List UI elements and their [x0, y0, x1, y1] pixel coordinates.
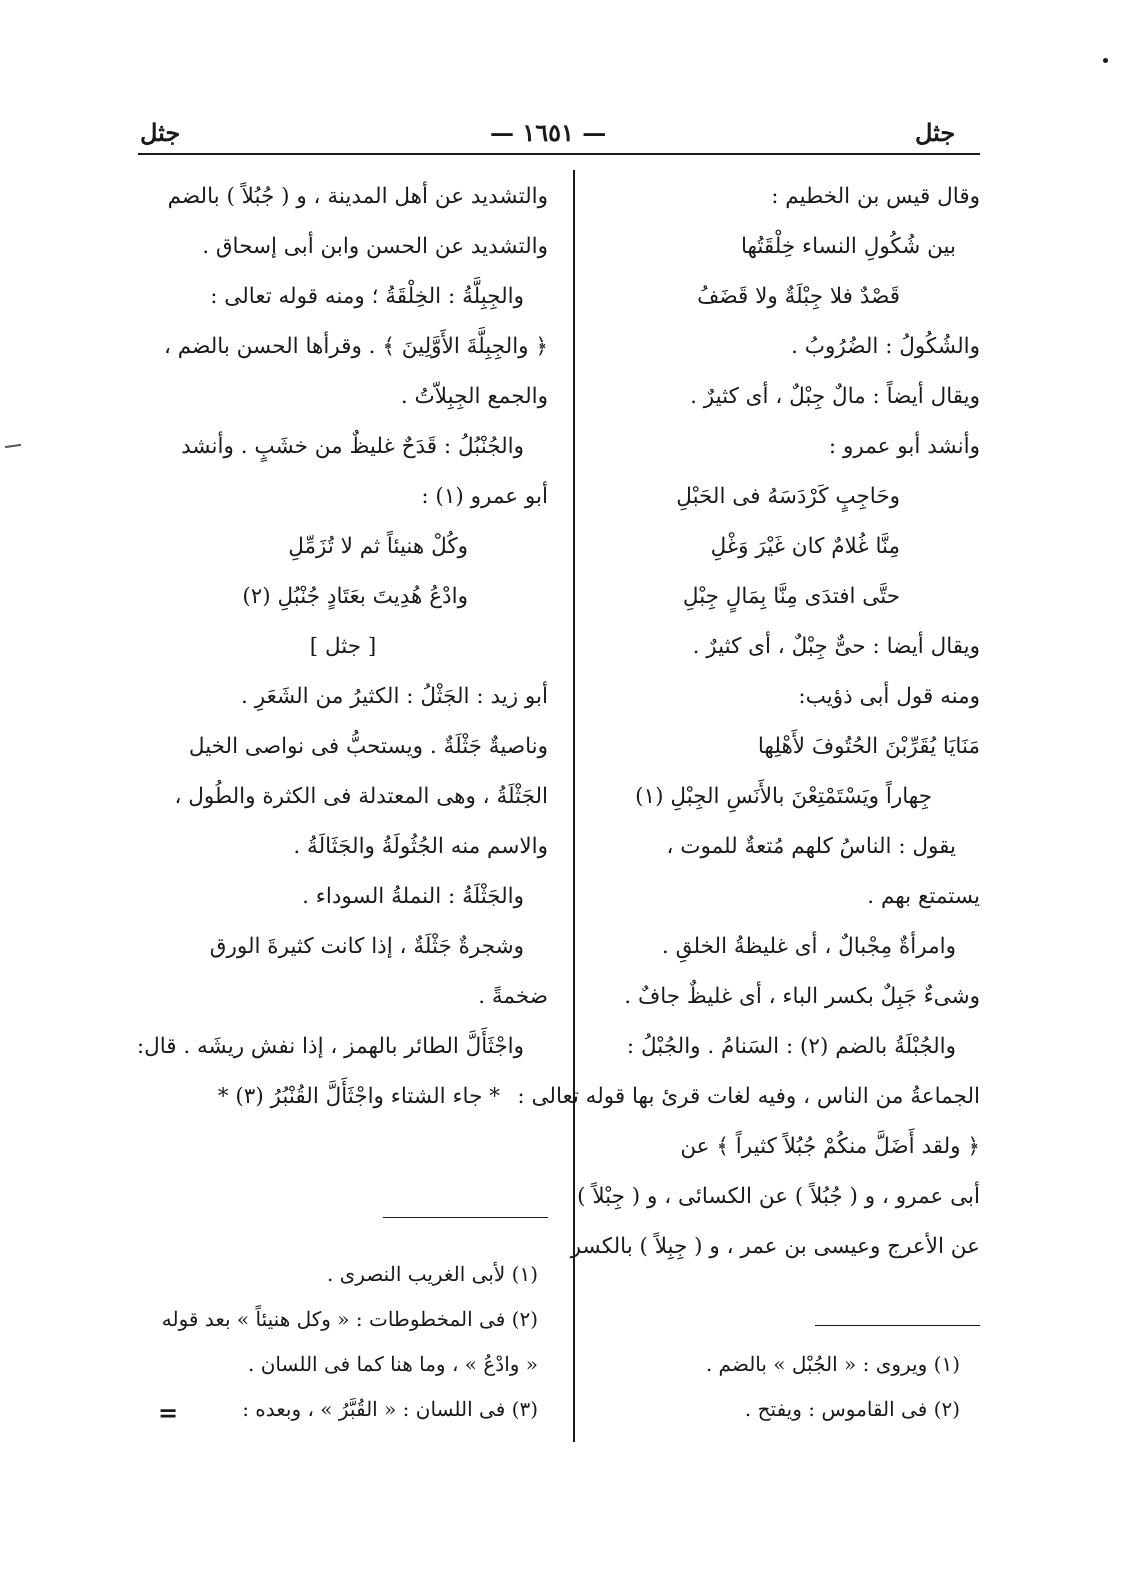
text-line: والاسم منه الجُثُولَةُ والجَثَالَةُ .	[293, 834, 548, 859]
footnote: (١) ويروى : « الجُبْل » بالضم .	[705, 1352, 960, 1376]
text-line: وشىءٌ جَبِلٌ بكسر الباء ، أى غليظٌ جافٌ .	[624, 984, 980, 1009]
text-line: يستمتع بهم .	[867, 884, 980, 909]
text-line: والجَثْلَةُ : النملةُ السوداء .	[302, 884, 524, 909]
verse-line: بين شُكُولِ النساء خِلْقَتُها	[740, 234, 956, 259]
margin-dot	[1103, 58, 1108, 63]
right-footnotes	[588, 1342, 960, 1432]
text-line: والجمع الجِبِلاّتُ .	[400, 384, 548, 409]
text-line: الجماعةُ من الناس ، وفيه لغات قرئ بها قوله تعالى :	[517, 1084, 980, 1109]
continuation-mark: =	[158, 1398, 179, 1427]
left-footnote-rule	[383, 1217, 548, 1218]
quran-quote-line: ﴿ ولقد أَضَلَّ منكُمْ جُبُلاً كثيراً ﴾ عن	[680, 1134, 980, 1159]
footnote: « وادْعُ » ، وما هنا كما فى اللسان .	[248, 1352, 538, 1376]
text-line: ضخمةً .	[478, 984, 548, 1009]
header-rule	[138, 153, 980, 155]
text-line: والتشديد عن أهل المدينة ، و ( جُبُلاً ) بالضم	[167, 184, 548, 209]
left-column	[138, 172, 548, 1122]
right-footnote-rule	[815, 1325, 980, 1326]
text-line: وأنشد أبو عمرو :	[828, 434, 980, 459]
text-line: وقال قيس بن الخطيم :	[771, 184, 980, 209]
text-line: يقول : الناسُ كلهم مُتعةٌ للموت ،	[666, 834, 956, 859]
text-line: وناصيةٌ جَثْلَةٌ . ويستحبُّ فى نواصى الخيل	[188, 734, 548, 759]
text-line: وامرأةٌ مِجْبالٌ ، أى غليظةُ الخلقِ .	[661, 934, 956, 959]
text-line: أبى عمرو ، و ( جُبُلاً ) عن الكسائى ، و ( جِبْلاً )	[577, 1184, 980, 1209]
verse-line: مِنَّا غُلامٌ كان غَيْرَ وَغْلِ	[710, 534, 900, 559]
page-number: — ١٦٥١ —	[490, 118, 607, 147]
verse-line: جِهاراً ويَسْتَمْتِعْنَ بالأَنَسِ الجِبْلِ (١)	[635, 784, 932, 809]
verse-line: وحَاجِبٍ كَرْدَسَهُ فى الحَبْلِ	[676, 484, 900, 509]
verse-line: حتَّى افتدَى مِنَّا بِمَالٍ جِبْلِ	[682, 584, 900, 609]
headword-left: جثل	[140, 118, 181, 147]
text-line: واجْثَأَلَّ الطائر بالهمز ، إذا نفش ريشَه . قال:	[136, 1034, 524, 1059]
verse-line: * جاء الشتاء واجْثَأَلَّ القُنْبُرُ (٣) *	[217, 1084, 500, 1109]
text-line: ومنه قول أبى ذؤيب:	[798, 684, 980, 709]
footnote: (٢) فى المخطوطات : « وكل هنيئاً » بعد قوله	[161, 1307, 538, 1331]
left-footnotes	[138, 1252, 538, 1432]
text-line: وشجرةٌ جَثْلَةٌ ، إذا كانت كثيرةَ الورق	[209, 934, 524, 959]
right-column	[517, 172, 980, 1272]
quran-quote-line: ﴿ والجِبِلَّةَ الأَوَّلِينَ ﴾ . وقرأها الحسن بالضم ،	[164, 334, 548, 359]
text-line: والجُبْلَةُ بالضم (٢) : السَنامُ . والجُبْلُ :	[626, 1034, 956, 1059]
footnote: (١) لأبى الغريب النصرى .	[326, 1262, 538, 1286]
footnote: (٣) فى اللسان : « القُبَّرُ » ، وبعده :	[242, 1397, 538, 1421]
entry-heading: [ جثل ]	[309, 634, 377, 659]
verse-line: وادْعُ هُدِيتَ بعَتَادٍ جُنْبُلِ (٢)	[242, 584, 468, 609]
text-line: ويقال أيضا : حىٌّ جِبْلٌ ، أى كثيرٌ .	[692, 634, 980, 659]
verse-line: وكُلْ هنيئاً ثم لا تُزَمِّلِ	[288, 534, 468, 559]
text-line: والتشديد عن الحسن وابن أبى إسحاق .	[202, 234, 548, 259]
text-line: والشُكُولُ : الضُرُوبُ .	[791, 334, 980, 359]
text-line: والجِبِلَّةُ : الخِلْقَةُ ؛ ومنه قوله تعالى :	[210, 284, 524, 309]
footnote: (٢) فى القاموس : ويفتح .	[744, 1397, 960, 1421]
verse-line: مَنَايَا يُقَرِّبْنَ الحُتُوفَ لأَهْلِها	[757, 734, 980, 759]
margin-tick	[5, 444, 21, 448]
text-line: والجُنْبُلُ : قَدَحٌ غليظٌ من خشَبٍ . وأنشد	[181, 434, 524, 459]
text-line: الجَثْلَةُ ، وهى المعتدلة فى الكثرة والطُول ،	[174, 784, 548, 809]
text-line: أبو عمرو (١) :	[421, 484, 548, 509]
text-line: أبو زيد : الجَثْلُ : الكثيرُ من الشَعَرِ .	[241, 684, 548, 709]
text-line: عن الأعرج وعيسى بن عمر ، و ( جِبِلاً ) بالكسر	[570, 1234, 980, 1259]
text-line: ويقال أيضاً : مالٌ جِبْلٌ ، أى كثيرٌ .	[690, 384, 980, 409]
verse-line: قَصْدٌ فلا جِبْلَةٌ ولا قَضَفُ	[697, 284, 900, 309]
headword-right: جثل	[915, 118, 956, 147]
